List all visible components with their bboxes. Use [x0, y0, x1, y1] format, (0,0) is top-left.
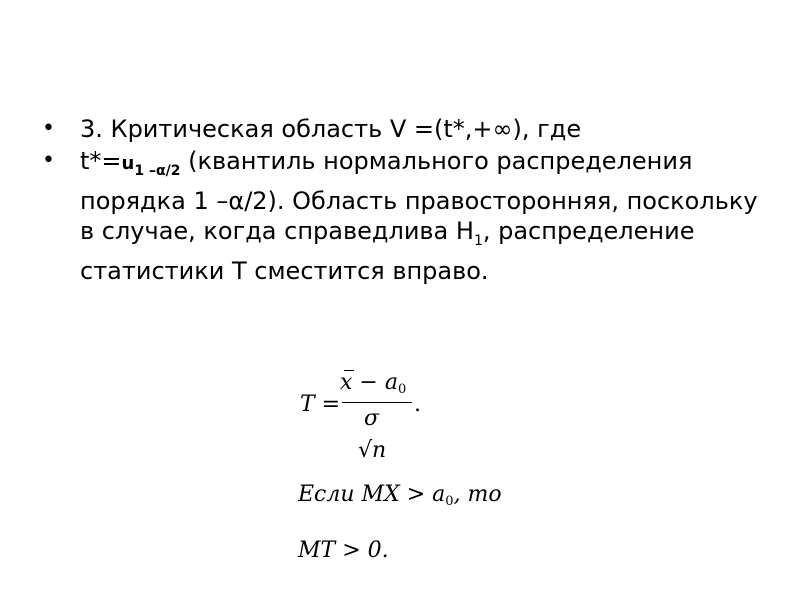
- sqrt-n: √n: [358, 438, 387, 463]
- formula-numerator: x − a0: [340, 370, 407, 397]
- h-subscript: 1: [473, 233, 483, 249]
- u-symbol: u: [121, 153, 135, 174]
- bullet-marker: •: [42, 116, 55, 141]
- formula-lhs: T =: [300, 392, 341, 417]
- conclusion-line: MT > 0.: [298, 538, 389, 563]
- condition-line: Если MX > a0, то: [298, 482, 502, 509]
- formula-denominator: σ: [364, 406, 380, 431]
- formula-period: .: [414, 392, 421, 417]
- quantile-text: (квантиль нормального распределения порядка 1 –α/2). Область правосторонняя, поскольку в случае, когда справедлива H: [80, 147, 758, 245]
- t-star-prefix: t*=: [80, 147, 122, 175]
- bullet-list: [42, 114, 762, 286]
- formula-fraction: [340, 366, 412, 474]
- fraction-line: [342, 402, 412, 403]
- bullet-marker: •: [42, 148, 55, 173]
- bullet-item-quantile: [42, 146, 762, 286]
- u-subscript: 1 –α/2: [134, 163, 181, 179]
- quantile-text-end: , распределение статистики T сместится вправо.: [80, 217, 695, 285]
- statistic-formula: [300, 366, 540, 474]
- bullet-item-critical-region: [42, 114, 762, 144]
- critical-region-text: 3. Критическая область V =(t*,+∞), где: [80, 115, 582, 143]
